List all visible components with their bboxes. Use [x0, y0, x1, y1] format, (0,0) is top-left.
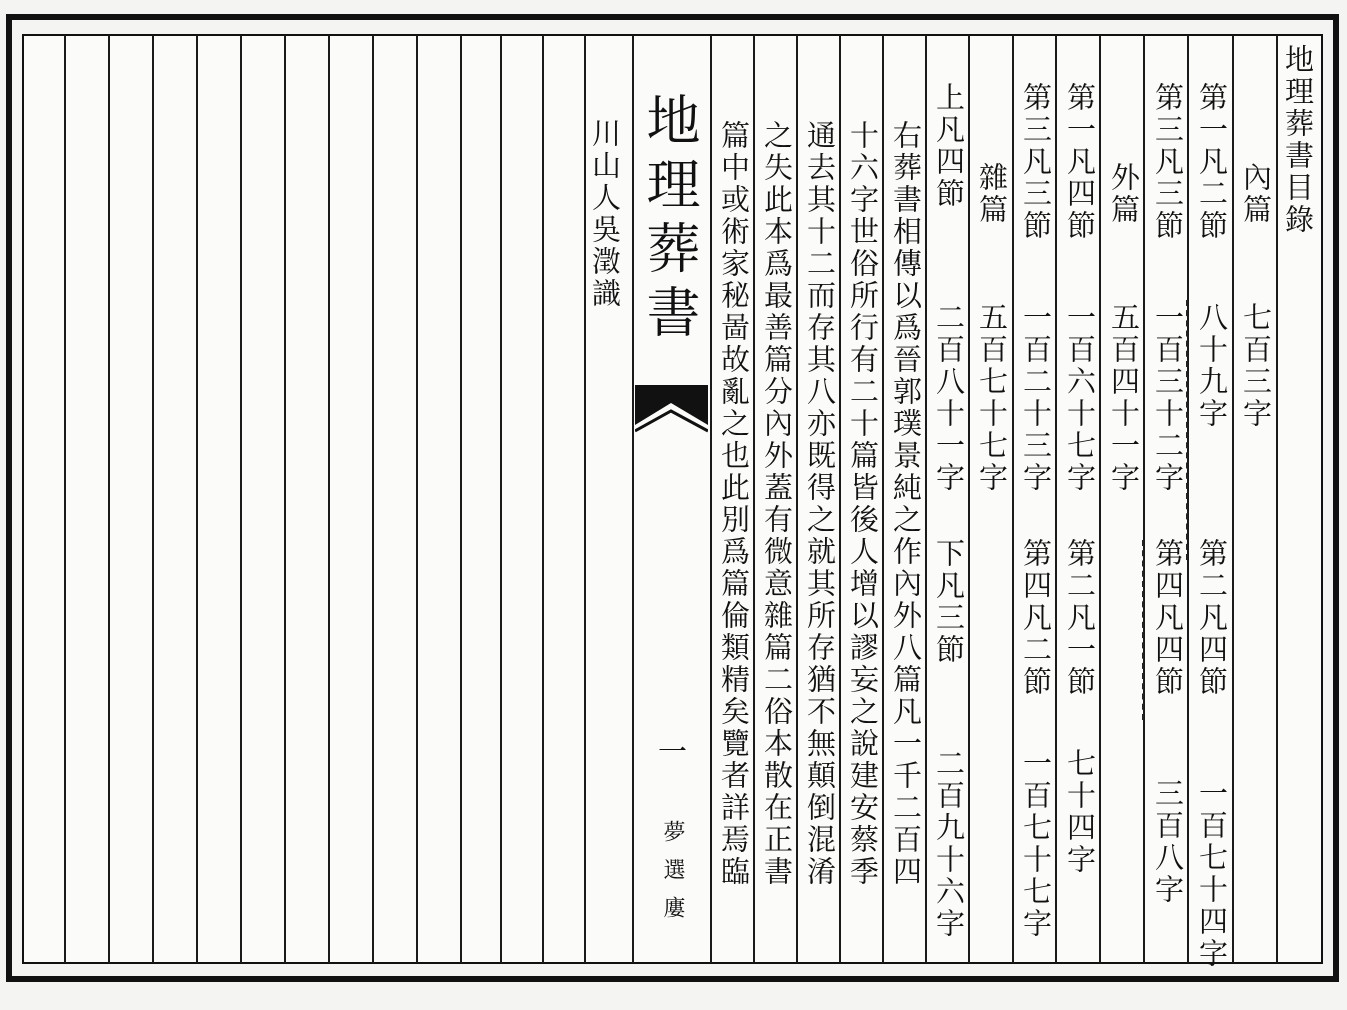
column-rule [1232, 35, 1234, 963]
toc-title: 地理葬書目錄 [1281, 44, 1315, 236]
column-rule [1055, 35, 1057, 963]
postscript-signature: 川山人吳澂識 [588, 118, 622, 310]
toc-entry-label: 上凡四節 [932, 82, 966, 210]
toc-entry-label: 第一凡二節 [1195, 82, 1229, 242]
misc-section-name: 雜篇 [975, 162, 1009, 226]
column-rule [500, 35, 502, 963]
toc-entry-count: 八十九字 [1195, 302, 1229, 430]
column-rule [925, 35, 927, 963]
postscript-line: 右葬書相傳以爲晉郭璞景純之作內外八篇凡一千二百四 [889, 120, 923, 888]
postscript-line: 篇中或術家秘啚故亂之也此別爲篇倫類精矣覽者詳焉臨 [717, 120, 751, 888]
column-rule [416, 35, 418, 963]
column-rule [152, 35, 154, 963]
column-rule [460, 35, 462, 963]
toc-entry-label: 第三凡三節 [1019, 82, 1053, 242]
column-rule [196, 35, 198, 963]
column-rule [240, 35, 242, 963]
postscript-line: 通去其十二而存其八亦既得之就其所存猶不無顛倒混淆 [803, 120, 837, 888]
column-rule [796, 35, 798, 963]
column-rule [108, 35, 110, 963]
toc-entry-label: 第一凡四節 [1063, 82, 1097, 242]
dashed-guide [1142, 540, 1144, 720]
column-rule [753, 35, 755, 963]
toc-entry-count: 一百六十七字 [1063, 302, 1097, 494]
fishtail-mark [635, 385, 708, 445]
toc-entry-count: 一百三十二字 [1151, 302, 1185, 494]
dashed-guide [1186, 300, 1188, 560]
column-rule [284, 35, 286, 963]
fold-book-title: 地理葬書 [638, 92, 701, 348]
toc-entry-label: 第二凡一節 [1063, 538, 1097, 698]
toc-entry-count: 二百九十六字 [932, 748, 966, 940]
toc-entry-label: 下凡三節 [932, 538, 966, 666]
toc-entry-label: 第二凡四節 [1195, 538, 1229, 698]
postscript-line: 十六字世俗所行有二十篇皆後人增以謬妄之說建安蔡季 [846, 120, 880, 888]
column-rule [372, 35, 374, 963]
toc-entry-count: 七十四字 [1063, 748, 1097, 876]
toc-entry-label: 第四凡二節 [1019, 538, 1053, 698]
column-rule [710, 35, 712, 963]
column-rule [584, 35, 586, 963]
misc-section-total: 五百七十七字 [975, 302, 1009, 494]
column-rule [839, 35, 841, 963]
column-rule [1143, 35, 1145, 963]
toc-entry-count: 三百八字 [1151, 778, 1185, 906]
inner-section-total: 七百三字 [1239, 302, 1273, 430]
column-rule [328, 35, 330, 963]
outer-section-name: 外篇 [1107, 162, 1141, 226]
column-rule [968, 35, 970, 963]
column-rule [542, 35, 544, 963]
page-number: 一 [654, 736, 688, 768]
column-rule [882, 35, 884, 963]
inner-section-name: 內篇 [1239, 162, 1273, 226]
outer-section-total: 五百四十一字 [1107, 302, 1141, 494]
toc-entry-count: 二百八十一字 [932, 302, 966, 494]
toc-entry-label: 第三凡三節 [1151, 82, 1185, 242]
column-rule [632, 35, 634, 963]
column-rule [1276, 35, 1278, 963]
postscript-line: 之失此本爲最善篇分內外蓋有微意雜篇二俗本散在正書 [760, 120, 794, 888]
publisher-mark: 夢選廔 [660, 820, 685, 934]
column-rule [1099, 35, 1101, 963]
toc-entry-count: 一百二十三字 [1019, 302, 1053, 494]
toc-entry-count: 一百七十七字 [1019, 748, 1053, 940]
toc-entry-count: 一百七十四字 [1195, 778, 1229, 970]
column-rule [64, 35, 66, 963]
toc-entry-label: 第四凡四節 [1151, 538, 1185, 698]
column-rule [1012, 35, 1014, 963]
